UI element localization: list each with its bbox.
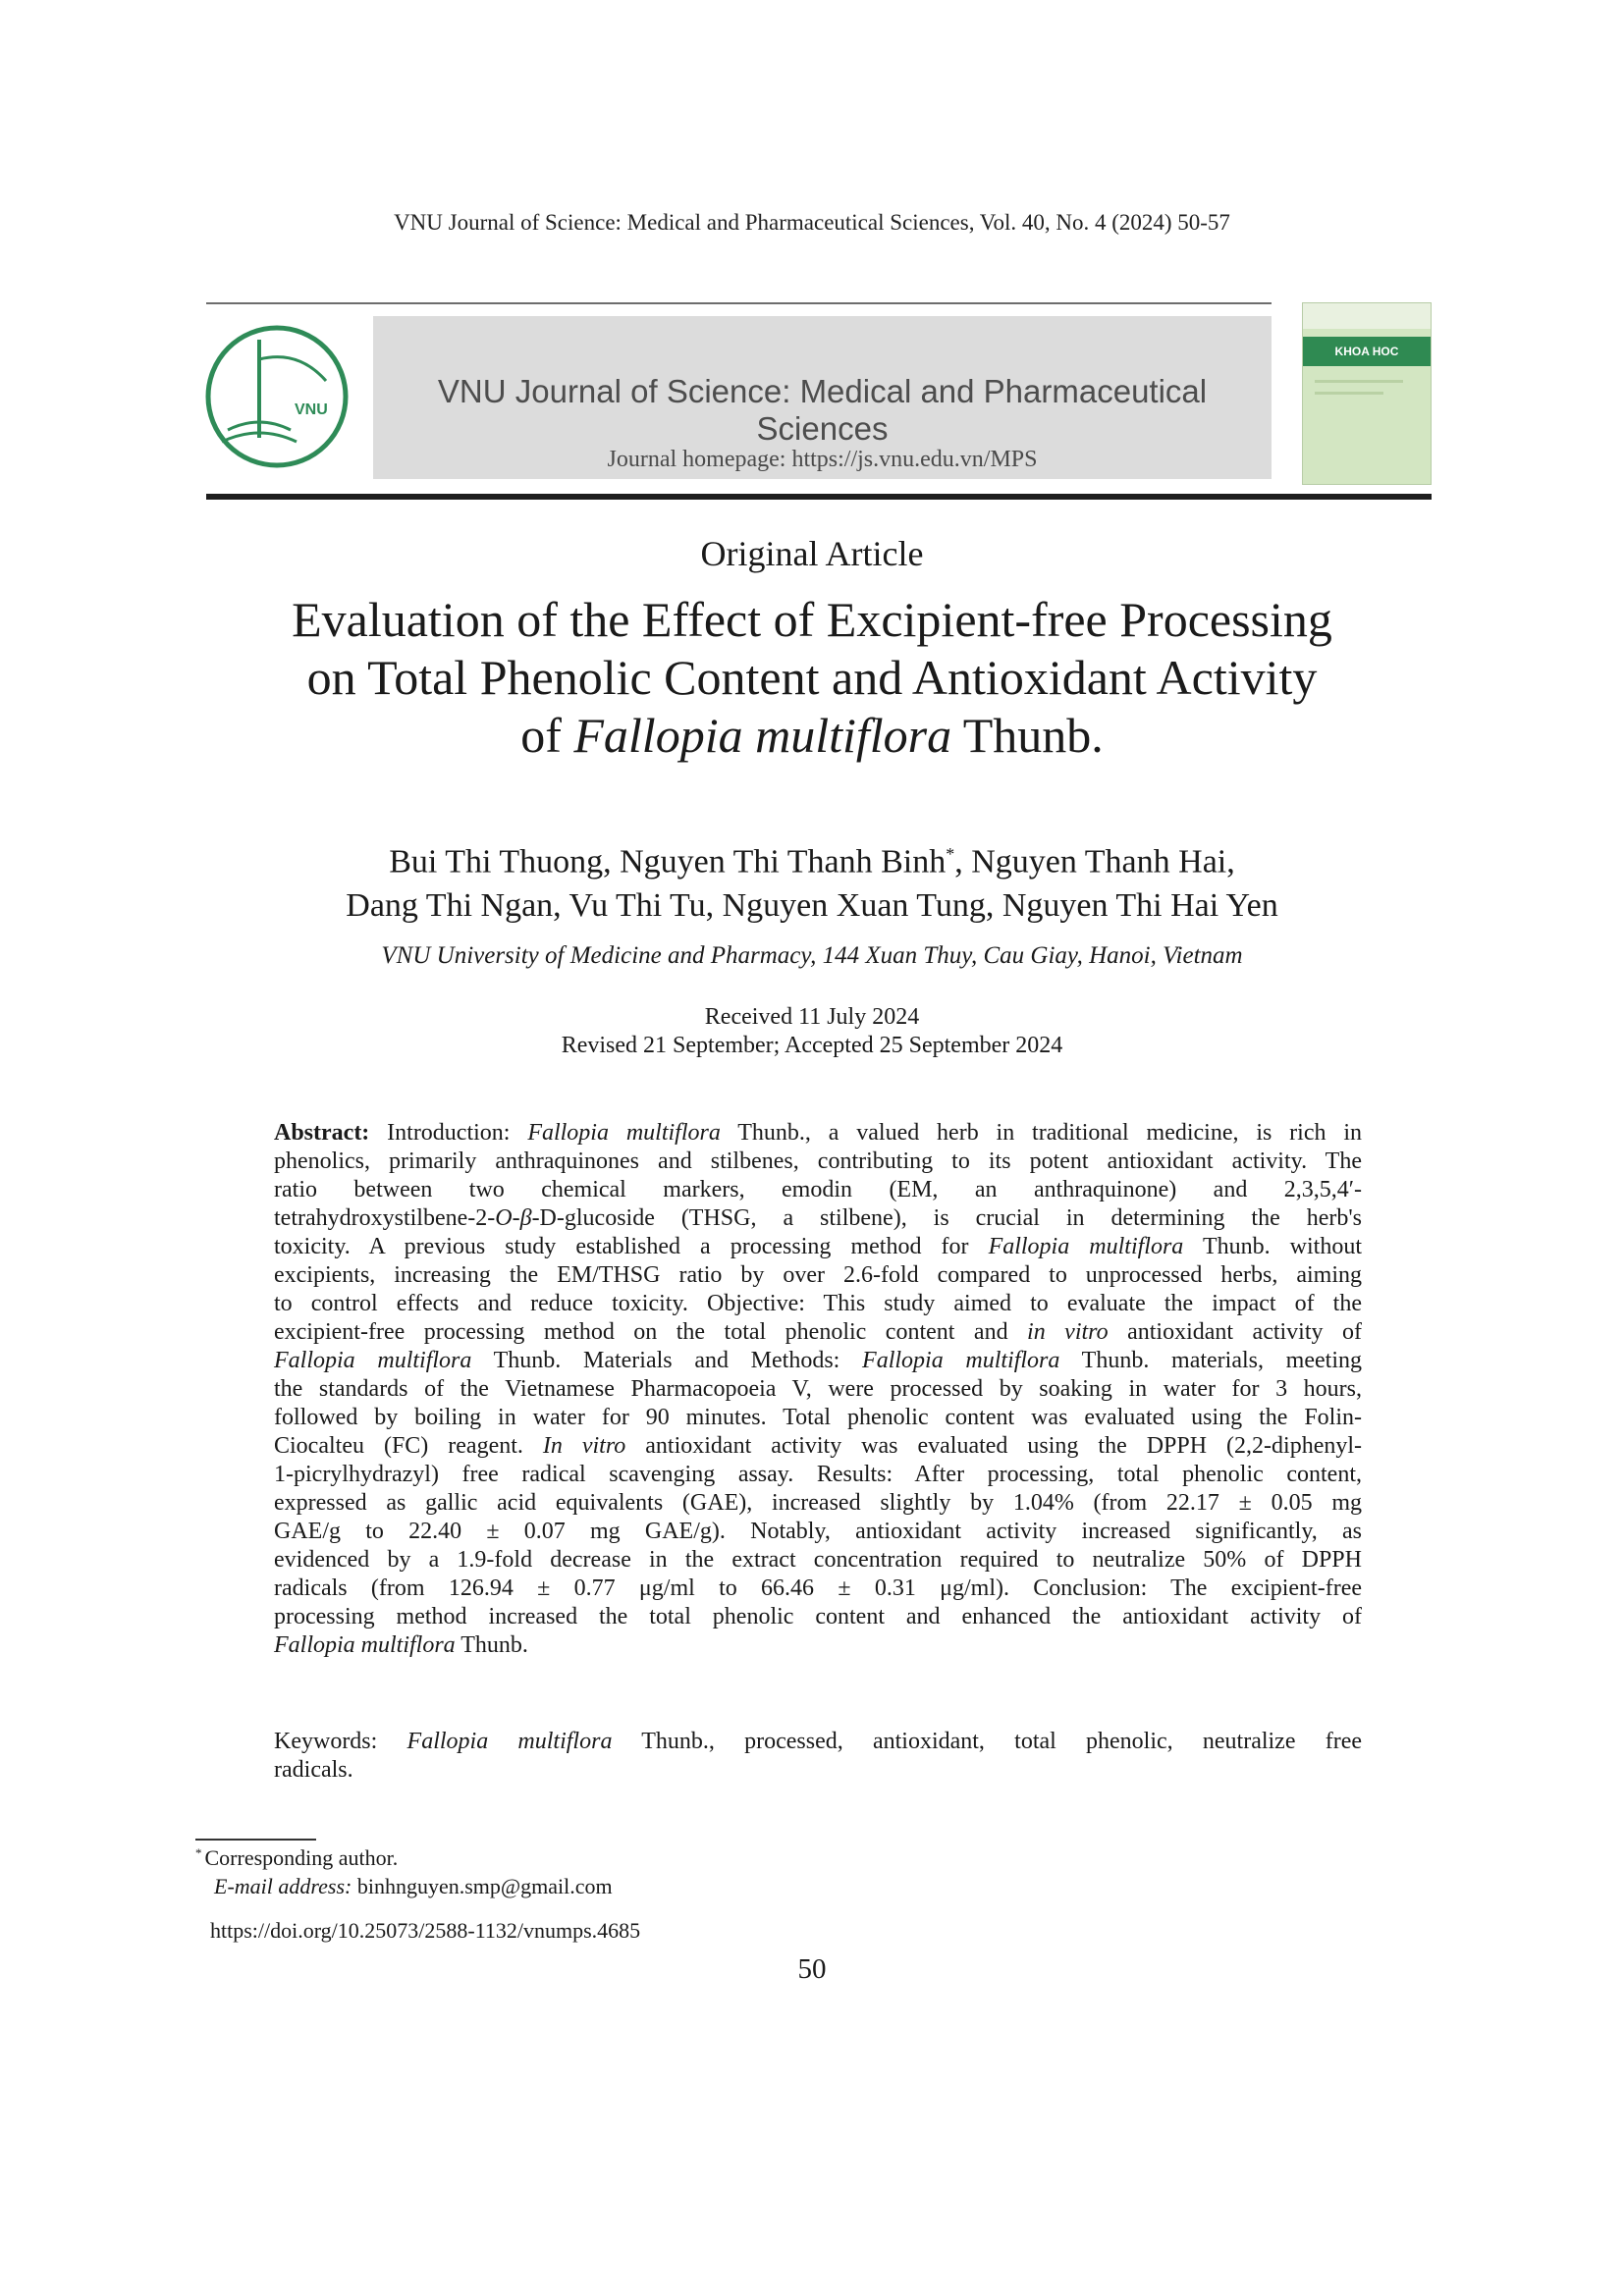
cover-line <box>1315 380 1403 383</box>
banner-top-rule <box>206 302 1272 304</box>
abstract-line: radicals (from 126.94 ± 0.77 μg/ml to 66.46 ± 0.31 μg/ml). Conclusion: The excipient-free <box>274 1575 1362 1601</box>
abstract-line: to control effects and reduce toxicity. Objective: This study aimed to evaluate the impact of the <box>274 1291 1362 1316</box>
keywords-line: radicals. <box>274 1757 353 1783</box>
author-line: Bui Thi Thuong, Nguyen Thi Thanh Binh*, Nguyen Thanh Hai, <box>389 843 1235 881</box>
footnote-rule <box>195 1839 316 1841</box>
footnote-email: E-mail address: binhnguyen.smp@gmail.com <box>214 1874 613 1898</box>
abstract-line: Fallopia multiflora Thunb. <box>274 1632 528 1658</box>
cover-line <box>1315 392 1383 395</box>
abstract-line: followed by boiling in water for 90 minutes. Total phenolic content was evaluated using the Folin- <box>274 1405 1362 1430</box>
footnote-corresponding: * Corresponding author. <box>195 1845 399 1870</box>
abstract-line: toxicity. A previous study established a processing method for Fallopia multiflora Thunb. without <box>274 1234 1362 1259</box>
banner-homepage[interactable]: Journal homepage: https://js.vnu.edu.vn/MPS <box>607 447 1038 472</box>
keywords-line: Keywords: Fallopia multiflora Thunb., processed, antioxidant, total phenolic, neutralize free <box>274 1729 1362 1754</box>
cover-band: KHOA HOC <box>1303 337 1431 366</box>
abstract-line: excipients, increasing the EM/THSG ratio by over 2.6-fold compared to unprocessed herbs, aiming <box>274 1262 1362 1288</box>
author-list <box>226 832 1398 928</box>
running-head: VNU Journal of Science: Medical and Pharmaceutical Sciences, Vol. 40, No. 4 (2024) 50-57 <box>394 210 1230 235</box>
abstract-line: Ciocalteu (FC) reagent. In vitro antioxidant activity was evaluated using the DPPH (2,2-diphenyl- <box>274 1433 1363 1459</box>
author-line: Dang Thi Ngan, Vu Thi Tu, Nguyen Xuan Tung, Nguyen Thi Hai Yen <box>346 887 1278 925</box>
doi-link[interactable]: https://doi.org/10.25073/2588-1132/vnumps.4685 <box>210 1918 641 1943</box>
abstract-line: processing method increased the total phenolic content and enhanced the antioxidant activity of <box>274 1604 1362 1629</box>
keywords-label: Keywords: <box>274 1729 407 1754</box>
abstract-line: tetrahydroxystilbene-2-O-β-D-glucoside (THSG, a stilbene), is crucial in determining the herb's <box>274 1205 1362 1231</box>
article-title <box>226 591 1398 765</box>
keywords <box>274 1728 1362 1785</box>
abstract-line: Abstract: Introduction: Fallopia multiflora Thunb., a valued herb in traditional medicine, is rich in <box>274 1120 1363 1146</box>
banner-journal-title: VNU Journal of Science: Medical and Pharmaceutical Sciences <box>437 373 1208 447</box>
email-link[interactable]: binhnguyen.smp@gmail.com <box>352 1874 613 1898</box>
abstract-line: expressed as gallic acid equivalents (GAE), increased slightly by 1.04% (from 22.17 ± 0.05 mg <box>274 1490 1362 1516</box>
abstract-line: Fallopia multiflora Thunb. Materials and Methods: Fallopia multiflora Thunb. materials, meeting <box>274 1348 1362 1373</box>
journal-cover-thumbnail <box>1302 302 1432 485</box>
abstract-label: Abstract: <box>274 1120 370 1146</box>
title-line: of Fallopia multiflora Thunb. <box>520 708 1104 763</box>
title-line: Evaluation of the Effect of Excipient-free Processing <box>292 592 1332 647</box>
affiliation: VNU University of Medicine and Pharmacy, 144 Xuan Thuy, Cau Giay, Hanoi, Vietnam <box>381 942 1243 969</box>
abstract-line: GAE/g to 22.40 ± 0.07 mg GAE/g). Notably, antioxidant activity increased significantly, as <box>274 1519 1362 1544</box>
abstract-line: excipient-free processing method on the total phenolic content and in vitro antioxidant activity of <box>274 1319 1362 1345</box>
abstract-line: evidenced by a 1.9-fold decrease in the extract concentration required to neutralize 50% of DPPH <box>274 1547 1362 1573</box>
abstract-line: ratio between two chemical markers, emodin (EM, an anthraquinone) and 2,3,5,4′- <box>274 1177 1362 1202</box>
logo-text: VNU <box>295 401 328 418</box>
received-date: Received 11 July 2024 <box>704 1004 920 1030</box>
vnu-logo-icon <box>200 320 353 473</box>
cover-header <box>1303 303 1431 329</box>
article-type: Original Article <box>700 534 924 573</box>
revised-accepted-date: Revised 21 September; Accepted 25 September 2024 <box>561 1033 1063 1058</box>
article-dates <box>226 1003 1398 1060</box>
title-line: on Total Phenolic Content and Antioxidant Activity <box>306 650 1318 705</box>
abstract-line: 1-picrylhydrazyl) free radical scavenging assay. Results: After processing, total phenolic content, <box>274 1462 1362 1487</box>
page-number: 50 <box>797 1953 827 1985</box>
banner-bottom-rule <box>206 494 1432 500</box>
abstract-line: phenolics, primarily anthraquinones and stilbenes, contributing to its potent antioxidant activity. The <box>274 1148 1362 1174</box>
abstract <box>274 1119 1362 1660</box>
abstract-line: the standards of the Vietnamese Pharmacopoeia V, were processed by soaking in water for 3 hours, <box>274 1376 1362 1402</box>
